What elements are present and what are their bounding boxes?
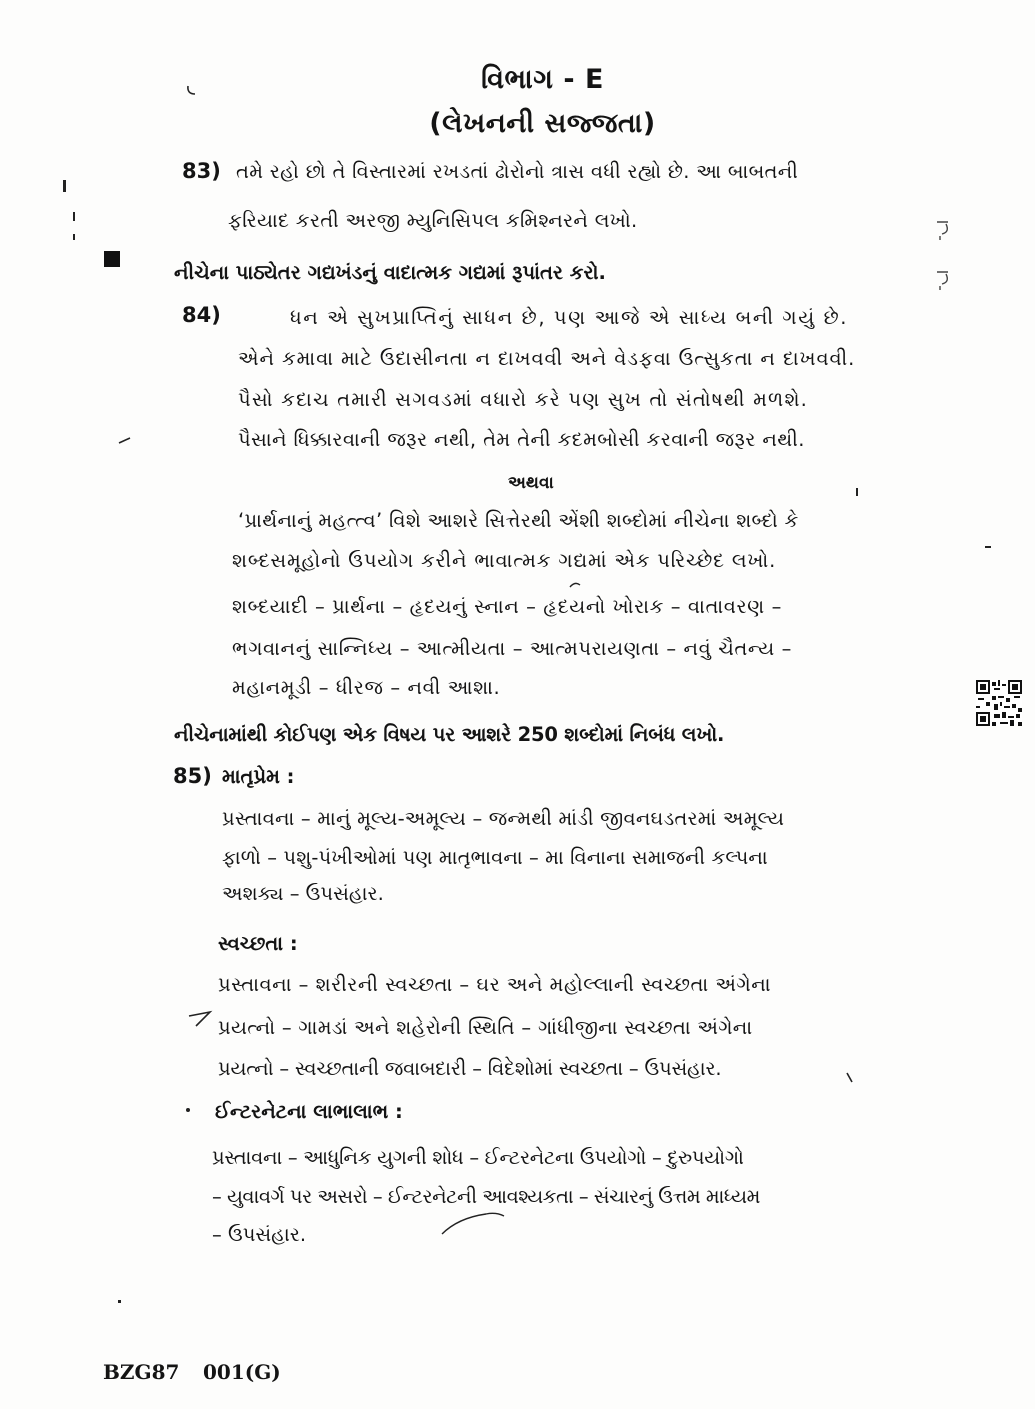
section-subtitle: (લેખનની સજ્જતા) — [429, 108, 656, 139]
pen-mark-icon — [438, 1208, 508, 1238]
bleed-through-mark — [934, 218, 952, 244]
question-84-line-1: ધન એ સુખપ્રાપ્તિનું સાધન છે, પણ આજે એ સાધ્ય બની ગયું છે. — [290, 306, 849, 329]
instruction-85: નીચેનામાંથી કોઈપણ એક વિષય પર આશરે 250 શબ્દોમાં નિબંધ લખો. — [174, 723, 725, 746]
margin-tick-mark — [73, 212, 75, 221]
pen-mark-icon — [185, 84, 197, 98]
topic-3-line-1: પ્રસ્તાવના – આધુનિક યુગની શોધ – ઈન્ટરનેટના ઉપયોગો – દુરુપયોગો — [212, 1146, 744, 1169]
pen-mark-icon — [117, 435, 133, 445]
question-84-line-2: એને કમાવા માટે ઉદાસીનતા ન દાખવવી અને વેડફવા ઉત્સુકતા ન દાખવવી. — [238, 347, 856, 370]
pen-mark-icon — [844, 1070, 858, 1086]
margin-tick-mark — [73, 234, 75, 240]
section-title: વિભાગ - E — [481, 64, 604, 95]
question-83-number: 83) — [182, 159, 221, 183]
question-85-number: 85) — [173, 764, 212, 788]
margin-dash-mark — [985, 546, 991, 548]
topic-2-title: સ્વચ્છતા : — [218, 932, 298, 955]
topic-2-line-1: પ્રસ્તાવના – શરીરની સ્વચ્છતા – ઘર અને મહોલ્લાની સ્વચ્છતા અંગેના — [218, 973, 771, 996]
topic-1-title: માતૃપ્રેમ : — [222, 765, 295, 788]
topic-3-line-2: – યુવાવર્ગ પર અસરો – ઈન્ટરનેટની આવશ્યકતા – સંચારનું ઉત્તમ માધ્યમ — [212, 1185, 760, 1208]
margin-tick-mark — [63, 180, 66, 192]
topic-1-line-1: પ્રસ્તાવના – માનું મૂલ્ય-અમૂલ્ય – જન્મથી માંડી જીવનઘડતરમાં અમૂલ્ય — [222, 807, 785, 830]
question-84-line-4: પૈસાને ધિક્કારવાની જરૂર નથી, તેમ તેની કદમબોસી કરવાની જરૂર નથી. — [238, 428, 805, 451]
topic-2-line-2: પ્રયત્નો – ગામડાં અને શહેરોની સ્થિતિ – ગાંધીજીના સ્વચ્છતા અંગેના — [218, 1016, 753, 1039]
or-label: અથવા — [508, 473, 554, 493]
topic-1-line-2: ફાળો – પશુ-પંખીઓમાં પણ માતૃભાવના – મા વિનાના સમાજની કલ્પના — [222, 846, 768, 869]
word-list-line-1: શબ્દયાદી – પ્રાર્થના – હૃદયનું સ્નાન – હૃદયનો ખોરાક – વાતાવરણ – — [232, 595, 782, 618]
bullet-dot-icon — [186, 1108, 190, 1112]
question-84-number: 84) — [182, 303, 221, 327]
bullet-square-icon — [104, 251, 120, 267]
alternate-line-1: ‘પ્રાર્થનાનું મહત્ત્વ’ વિશે આશરે સિત્તેરથી એંશી શબ્દોમાં નીચેના શબ્દો કે — [238, 509, 799, 532]
margin-dot-mark — [118, 1300, 121, 1303]
bleed-through-mark — [934, 268, 952, 294]
pen-mark-icon — [186, 1010, 216, 1030]
topic-1-line-3: અશક્ય – ઉપસંહાર. — [222, 882, 384, 905]
topic-3-line-3: – ઉપસંહાર. — [212, 1223, 307, 1246]
question-83-line-1: તમે રહો છો તે વિસ્તારમાં રખડતાં ઢોરોનો ત્રાસ વધી રહ્યો છે. આ બાબતની — [236, 160, 799, 183]
alternate-line-2: શબ્દસમૂહોનો ઉપયોગ કરીને ભાવાત્મક ગદ્યમાં એક પરિચ્છેદ લખો. — [232, 549, 777, 572]
paper-code: BZG87 — [103, 1360, 180, 1384]
topic-2-line-3: પ્રયત્નો – સ્વચ્છતાની જવાબદારી – વિદેશોમાં સ્વચ્છતા – ઉપસંહાર. — [218, 1057, 722, 1080]
word-list-line-3: મહાનમૂડી – ધીરજ – નવી આશા. — [232, 676, 501, 699]
page-code: 001(G) — [203, 1360, 281, 1384]
margin-tick-mark — [856, 488, 858, 496]
qr-code-icon — [976, 680, 1022, 726]
instruction-84: નીચેના પાઠ્યેતર ગદ્યખંડનું વાદાત્મક ગદ્યમાં રૂપાંતર કરો. — [174, 261, 606, 284]
question-84-line-3: પૈસો કદાચ તમારી સગવડમાં વધારો કરે પણ સુખ તો સંતોષથી મળશે. — [238, 388, 809, 411]
word-list-line-2: ભગવાનનું સાન્નિધ્ય – આત્મીયતા – આત્મપરાયણતા – નવું ચૈતન્ય – — [232, 637, 793, 660]
question-83-line-2: ફરિયાદ કરતી અરજી મ્યુનિસિપલ કમિશ્નરને લખો. — [228, 209, 638, 232]
pen-mark-icon — [568, 580, 582, 590]
topic-3-title: ઈન્ટરનેટના લાભાલાભ : — [215, 1100, 403, 1123]
